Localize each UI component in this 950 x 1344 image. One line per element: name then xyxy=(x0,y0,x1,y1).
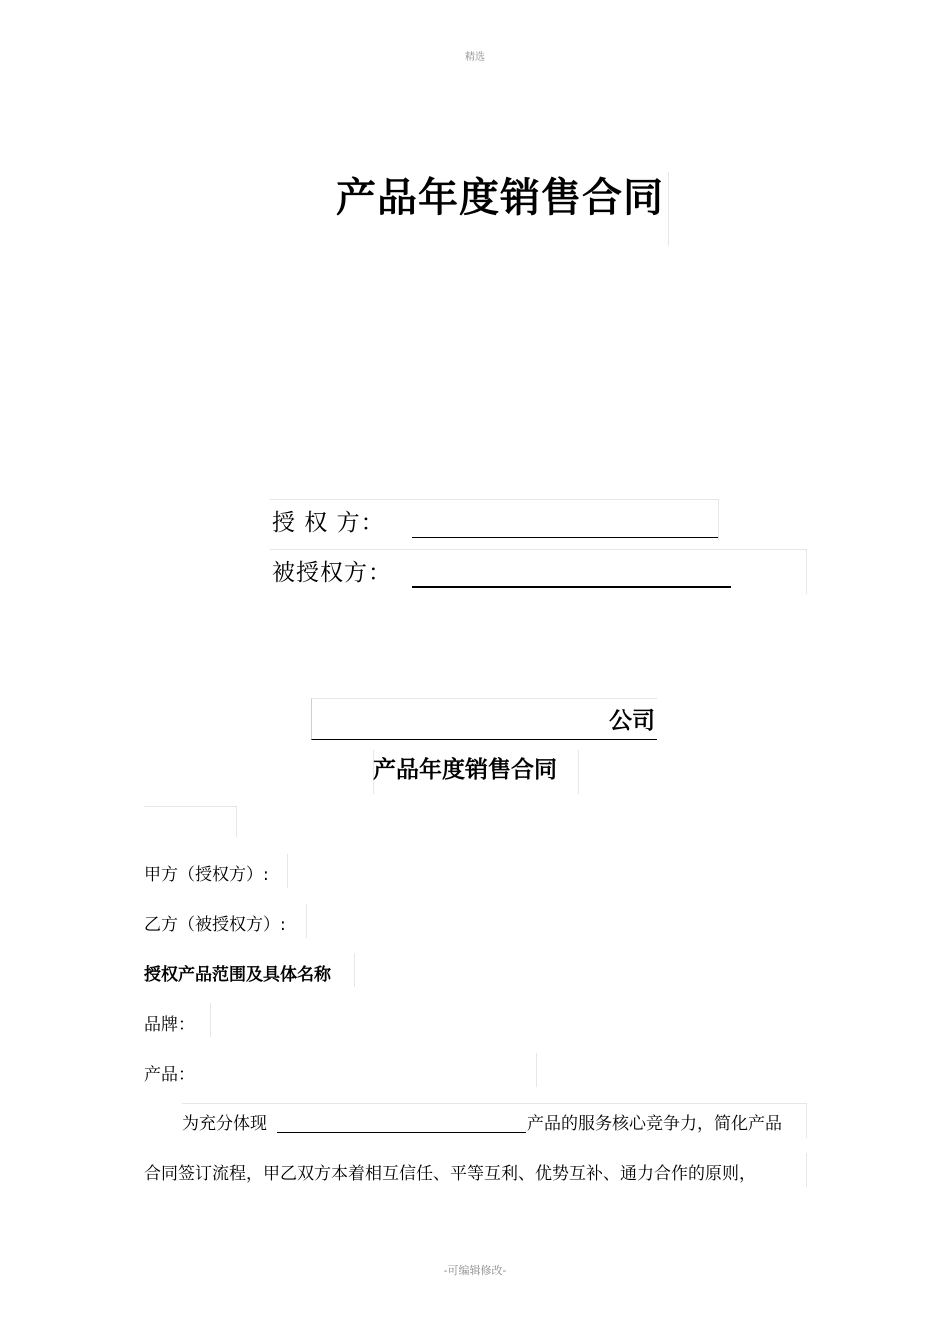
brand-label: 品牌： xyxy=(144,1015,195,1035)
contract-title: 产品年度销售合同 xyxy=(373,757,557,783)
party-a-guide xyxy=(287,854,288,888)
grantee-blank-line[interactable] xyxy=(412,586,731,588)
title-guide-line xyxy=(668,172,669,246)
scope-guide xyxy=(354,953,355,987)
empty-guide-box xyxy=(144,806,237,837)
party-a-label: 甲方（授权方）: xyxy=(144,865,269,885)
grantee-label: 被授权方： xyxy=(272,560,392,586)
para1-start: 为充分体现 xyxy=(182,1114,267,1134)
company-suffix: 公司 xyxy=(609,708,655,734)
party-b-label: 乙方（被授权方）: xyxy=(144,915,286,935)
para1-end: 产品的服务核心竞争力，简化产品 xyxy=(527,1114,782,1134)
product-name-blank[interactable] xyxy=(277,1132,526,1133)
product-guide xyxy=(536,1053,537,1087)
party-b-guide xyxy=(306,904,307,938)
scope-heading: 授权产品范围及具体名称 xyxy=(144,965,331,985)
footer-mark: -可编辑修改- xyxy=(443,1264,507,1277)
company-name-blank[interactable] xyxy=(311,698,657,740)
para2-guide xyxy=(806,1153,807,1187)
header-mark: 精选 xyxy=(465,52,485,63)
para2-text: 合同签订流程，甲乙双方本着相互信任、平等互利、优势互补、通力合作的原则， xyxy=(144,1164,756,1184)
brand-guide xyxy=(210,1003,211,1037)
cover-title: 产品年度销售合同 xyxy=(336,175,664,221)
grantor-blank-line[interactable] xyxy=(412,537,718,538)
product-label: 产品： xyxy=(144,1065,195,1085)
grantor-label: 授 权 方： xyxy=(272,510,385,536)
